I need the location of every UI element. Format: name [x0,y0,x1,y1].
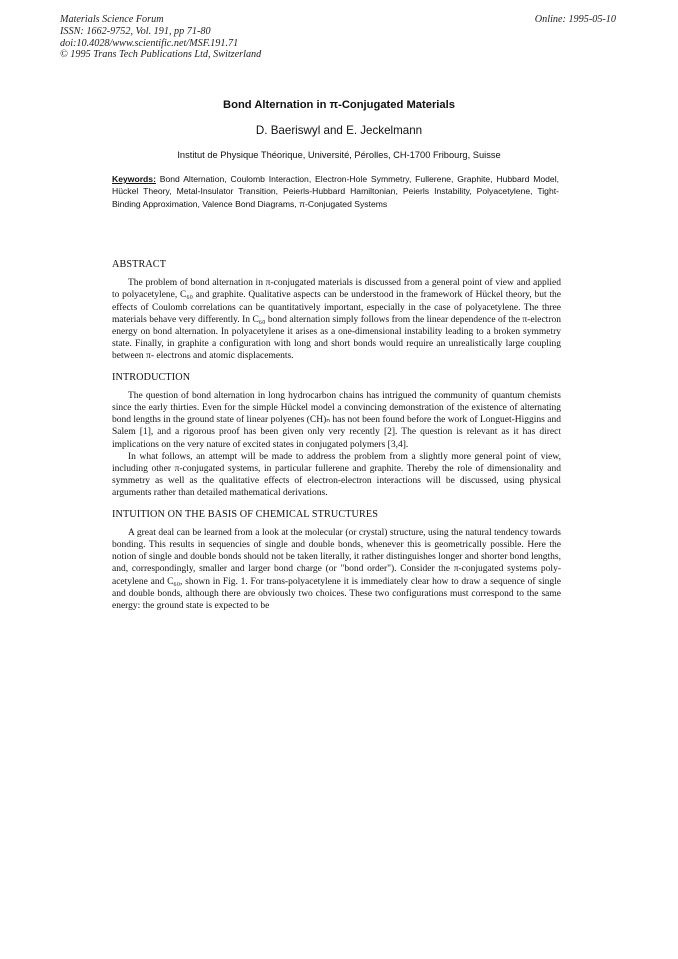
intuition-section [112,509,561,613]
abstract-section [112,259,561,363]
paper-body [112,259,561,612]
issn-line: ISSN: 1662-9752, Vol. 191, pp 71-80 [60,25,211,37]
keywords-block [112,173,559,210]
copyright-line: © 1995 Trans Tech Publications Ltd, Switzerland [60,49,262,61]
introduction-paragraph: The question of bond alternation in long hydrocarbon chains has intrigued the community of quantum chemists since the early thirties. Even for the simple Hückel model a convincing demonstration of the existence of alternating bond lengths in the ground state of linear polyenes (CH)ₙ has not been found before the work of Longuet-Higgins and Salem [1], and a rigorous proof has been given only very recently [2]. The question is relevant as it has direct implications on the very nature of excited states in conjugated polymers [3,4]. [112,390,561,450]
doi-line: doi:10.4028/www.scientific.net/MSF.191.71 [60,37,239,49]
abstract-paragraph: The problem of bond alternation in π-conjugated materials is discussed from a general point of view and applied to polyacetylene, C₆₀ and graphite. Qualitative aspects can be understood in the framework of Hückel theory, but the effects of Coulomb correlations can be quantitatively important, especially in the case of polyacetylene. The three materials behave very differently. In C₆₀ bond alternation simply follows from the linear dependence of the π-electron energy on bond alternation. In polyacetylene it arises as a one-dimensional instability leading to a broken symmetry state. Finally, in graphite a configuration with long and short bonds would require an unrealistically large coupling between π- electrons and atomic displacements. [112,278,561,362]
abstract-heading: ABSTRACT [112,259,167,270]
journal-name: Materials Science Forum [60,14,164,25]
intuition-paragraph: A great deal can be learned from a look at the molecular (or crystal) structure, using the natural tendency towards bonding. This results in sequencies of single and double bonds, whenever this is geometrically possible. Here the notion of single and double bonds should not be taken literally, it rather distinguishes longer and shorter bond lengths, and, correspondingly, smaller and larger bond charge (or "bond order"). Consider the π-conjugated systems polyacetylene and C₆₀, shown in Fig. 1. For trans-polyacetylene it is immediately clear how to draw a sequence of single and double bonds, although there are obviously two choices. These two configurations must correspond to the same energy: the ground state is expected to be [112,527,561,612]
intuition-heading: INTUITION ON THE BASIS OF CHEMICAL STRUCTURES [112,508,378,520]
paper-title: Bond Alternation in π-Conjugated Materials [223,99,455,111]
introduction-paragraph: In what follows, an attempt will be made to address the problem from a slightly more general point of view, including other π-conjugated systems, in particular fullerene and graphite. Thereby the role of dimensionality and symmetry as well as the qualitative effects of electron-electron interactions will be discussed, using physical arguments rather than detailed mathematical derivations. [112,451,561,499]
paper-authors: D. Baeriswyl and E. Jeckelmann [255,124,423,137]
introduction-heading: INTRODUCTION [112,371,191,383]
journal-info [60,14,440,61]
affiliation: Institut de Physique Théorique, Université, Pérolles, CH-1700 Fribourg, Suisse [177,150,501,160]
keywords-label: Keywords: [112,174,156,184]
introduction-section [112,372,561,500]
keywords-text: Bond Alternation, Coulomb Interaction, Electron-Hole Symmetry, Fullerene, Graphite, Hubbard Model, Hückel Theory, Metal-Insulator Transition, Peierls-Hubbard Hamiltonian, Peierls Instability, Polyacetylene, Tight-Binding Approximation, Valence Bond Diagrams, π-Conjugated Systems [112,174,559,209]
online-date: Online: 1995-05-10 [534,14,616,25]
